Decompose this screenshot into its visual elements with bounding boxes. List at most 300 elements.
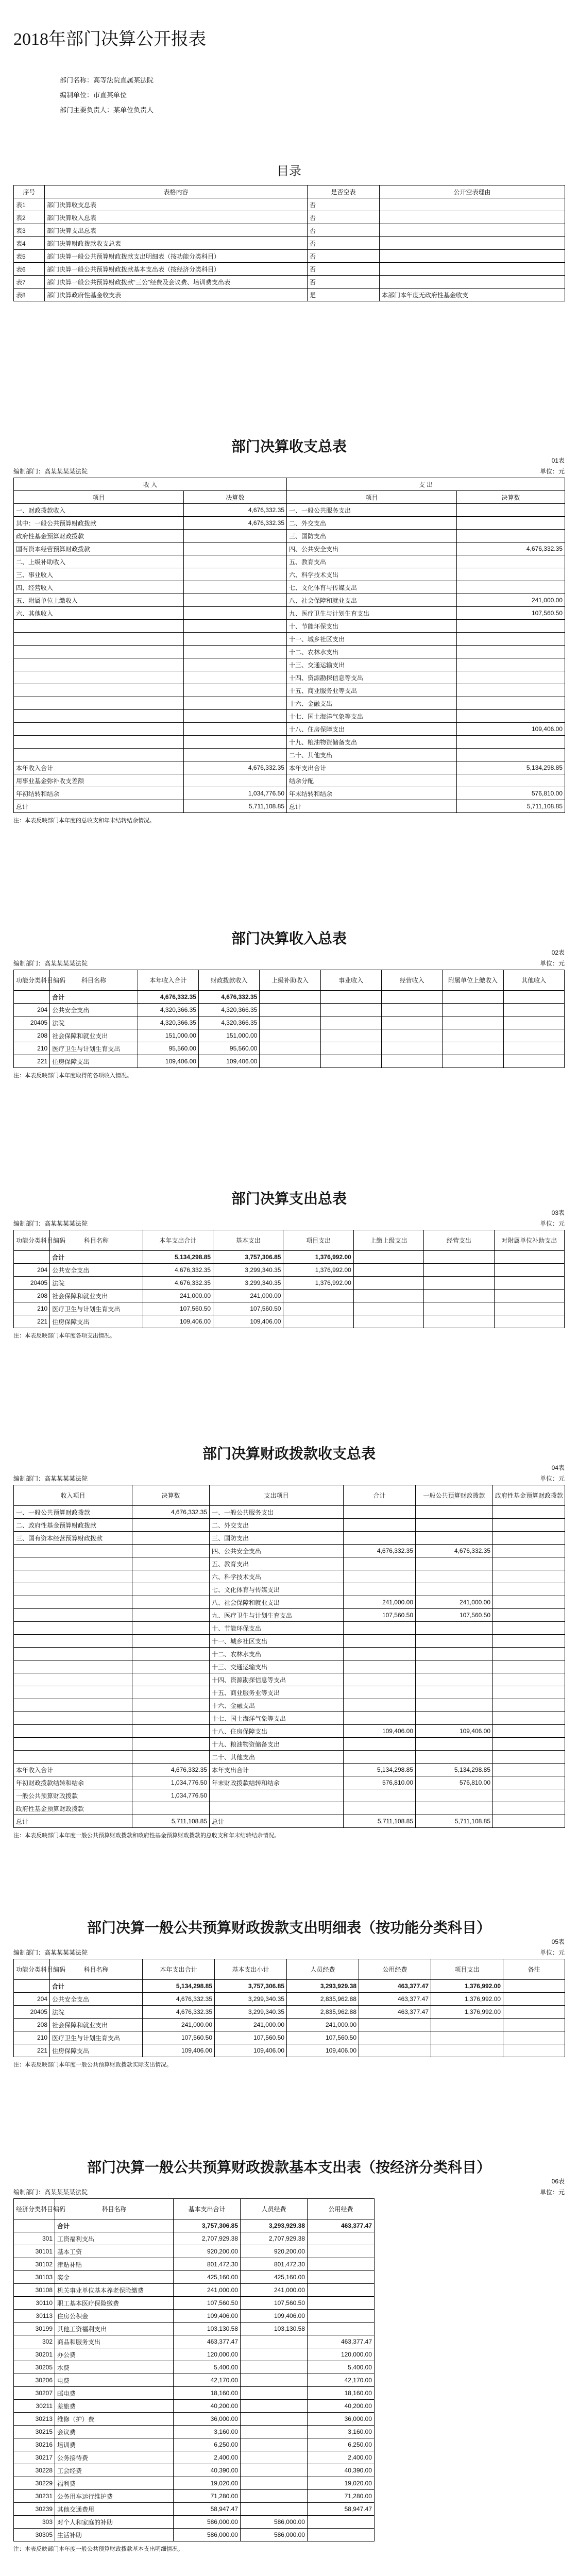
table-cell: 九、医疗卫生与计划生育支出 xyxy=(287,607,457,620)
table-row xyxy=(14,1264,565,1277)
table-cell: 五、附属单位上缴收入 xyxy=(14,594,184,607)
table-row xyxy=(14,2426,375,2438)
table-cell: 年末财政拨款结转和结余 xyxy=(210,1776,344,1789)
table-cell: 221 xyxy=(14,1315,50,1328)
table-cell xyxy=(344,1751,416,1764)
table-cell: 水费 xyxy=(55,2361,174,2374)
table-cell: 40,390.00 xyxy=(174,2464,241,2477)
toc-header-cell: 是否空表 xyxy=(308,185,380,198)
table-cell xyxy=(344,1789,416,1802)
table-cell: 20405 xyxy=(14,2006,50,2019)
table-cell: 109,406.00 xyxy=(143,2044,215,2057)
table-cell: 30231 xyxy=(14,2490,55,2503)
table-cell: 109,406.00 xyxy=(344,1725,416,1738)
table-cell: 十六、金融支出 xyxy=(287,697,457,710)
table-cell xyxy=(132,1519,210,1532)
table-cell: 586,000.00 xyxy=(174,2516,241,2529)
table-row xyxy=(14,543,565,555)
table-cell xyxy=(494,1290,564,1302)
table-row xyxy=(14,1993,565,2006)
table-cell: 十四、资源勘探信息等支出 xyxy=(287,671,457,684)
table-cell: 5,711,108.85 xyxy=(416,1815,493,1828)
table-cell xyxy=(14,633,184,646)
table-cell: 303 xyxy=(14,2516,55,2529)
table-cell xyxy=(416,1789,493,1802)
table-cell: 4,676,332.35 xyxy=(184,504,287,517)
table-cell xyxy=(457,710,565,723)
t2-header-cell: 本年收入合计 xyxy=(138,970,198,991)
table-cell: 十六、金融支出 xyxy=(210,1699,344,1712)
table-cell: 241,000.00 xyxy=(344,1596,416,1609)
table-cell: 表4 xyxy=(14,237,45,250)
table-cell: 医疗卫生与计划生育支出 xyxy=(50,1302,143,1315)
table-cell: 六、其他收入 xyxy=(14,607,184,620)
table-row xyxy=(14,555,565,568)
table-cell xyxy=(493,1802,565,1815)
table-cell xyxy=(359,2019,431,2031)
table-row xyxy=(14,1776,565,1789)
table-cell xyxy=(184,658,287,671)
table-cell: 3,299,340.35 xyxy=(213,1264,283,1277)
table3-section xyxy=(13,1188,565,1340)
table-cell: 109,406.00 xyxy=(241,2310,308,2323)
table-cell: 九、医疗卫生与计划生育支出 xyxy=(210,1609,344,1622)
table-row xyxy=(14,1029,565,1042)
t5-header-cell: 本年支出合计 xyxy=(143,1959,215,1980)
table-cell: 241,000.00 xyxy=(174,2284,241,2297)
table-cell xyxy=(503,2031,565,2044)
table-cell xyxy=(184,555,287,568)
t5-header-cell: 科目名称 xyxy=(50,1959,143,1980)
t5-header-cell: 功能分类科目编码 xyxy=(14,1959,50,1980)
table-cell: 36,000.00 xyxy=(308,2413,375,2426)
table-cell: 社会保障和就业支出 xyxy=(50,2019,143,2031)
table-cell: 其中：一般公共预算财政拨款 xyxy=(14,517,184,530)
table-cell: 部门决算一般公共预算财政拨款“三公”经费及会议费、培训费支出表 xyxy=(45,276,308,289)
table-row xyxy=(14,2271,375,2284)
table1-head-item-a: 项目 xyxy=(14,491,184,504)
table-cell: 法院 xyxy=(50,1016,138,1029)
table-row xyxy=(14,1016,565,1029)
table-cell: 部门决算收支总表 xyxy=(45,198,308,211)
table-cell xyxy=(493,1506,565,1519)
table-row xyxy=(14,2310,375,2323)
table-cell xyxy=(493,1764,565,1776)
table-row xyxy=(14,1532,565,1545)
table-row xyxy=(14,263,565,276)
table-cell: 151,000.00 xyxy=(198,1029,259,1042)
table-cell: 576,810.00 xyxy=(344,1776,416,1789)
table-cell: 5,711,108.85 xyxy=(184,800,287,813)
table-cell: 5,400.00 xyxy=(308,2361,375,2374)
table-cell: 年初财政拨款结转和结余 xyxy=(14,1776,132,1789)
table-cell xyxy=(210,1802,344,1815)
t6-header-cell: 基本支出合计 xyxy=(174,2199,241,2219)
table-cell xyxy=(503,1980,565,1993)
t3-header-cell: 本年支出合计 xyxy=(143,1230,213,1251)
table-cell: 公共安全支出 xyxy=(50,1264,143,1277)
table-cell xyxy=(132,1802,210,1815)
table-cell: 政府性基金预算财政拨款 xyxy=(14,530,184,543)
table-cell xyxy=(344,1738,416,1751)
table-cell: 1,376,992.00 xyxy=(283,1277,353,1290)
table-cell: 一、一般公共预算财政拨款 xyxy=(14,1506,132,1519)
table-cell xyxy=(493,1648,565,1660)
table-cell: 576,810.00 xyxy=(416,1776,493,1789)
table-cell xyxy=(381,1004,442,1016)
table-cell: 3,299,340.35 xyxy=(213,1277,283,1290)
table-cell: 18,160.00 xyxy=(174,2387,241,2400)
table-cell xyxy=(416,1622,493,1635)
table-cell xyxy=(308,2516,375,2529)
table-cell xyxy=(344,1506,416,1519)
table-row xyxy=(14,607,565,620)
table-cell: 3,299,340.35 xyxy=(215,1993,287,2006)
table-cell xyxy=(14,749,184,761)
table-cell xyxy=(424,1315,494,1328)
table-cell xyxy=(416,1660,493,1673)
table-cell xyxy=(260,1055,320,1068)
table3-code: 03表 xyxy=(551,1209,565,1216)
table-cell xyxy=(14,1635,132,1648)
table-row xyxy=(14,1583,565,1596)
t4-header-cell: 收入项目 xyxy=(14,1485,132,1506)
table-cell xyxy=(424,1290,494,1302)
table-cell: 差旅费 xyxy=(55,2400,174,2413)
table-cell: 住房保障支出 xyxy=(50,1315,143,1328)
table-cell: 商品和服务支出 xyxy=(55,2335,174,2348)
table-row xyxy=(14,736,565,749)
table-cell xyxy=(132,1557,210,1570)
t4-header-cell: 政府性基金预算财政拨款 xyxy=(493,1485,565,1506)
table-cell: 109,406.00 xyxy=(457,723,565,736)
t6-header-cell: 经济分类科目编码 xyxy=(14,2199,55,2219)
table-cell xyxy=(493,1673,565,1686)
table-row xyxy=(14,211,565,224)
table-cell xyxy=(493,1712,565,1725)
table-cell xyxy=(493,1570,565,1583)
table-cell: 107,560.50 xyxy=(143,2031,215,2044)
table-cell: 19,020.00 xyxy=(308,2477,375,2490)
table-cell: 95,560.00 xyxy=(198,1042,259,1055)
table-cell: 4,676,332.35 xyxy=(184,761,287,774)
table6-section xyxy=(13,2156,565,2553)
table-cell xyxy=(184,684,287,697)
table-cell xyxy=(132,1583,210,1596)
table-cell xyxy=(494,1315,564,1328)
table-cell xyxy=(493,1596,565,1609)
table-cell xyxy=(344,1570,416,1583)
t5-header-cell: 备注 xyxy=(503,1959,565,1980)
table-cell: 151,000.00 xyxy=(138,1029,198,1042)
table-cell: 208 xyxy=(14,1029,50,1042)
table-cell: 办公费 xyxy=(55,2348,174,2361)
table-cell: 4,676,332.35 xyxy=(143,2006,215,2019)
table-row xyxy=(14,761,565,774)
table5-code: 05表 xyxy=(551,1938,565,1945)
table-cell: 四、公共安全支出 xyxy=(210,1545,344,1557)
table-cell: 总计 xyxy=(14,800,184,813)
table-row xyxy=(14,1290,565,1302)
t5-header-cell: 项目支出 xyxy=(431,1959,503,1980)
table1-head-amount-b: 决算数 xyxy=(457,491,565,504)
table-cell xyxy=(308,2284,375,2297)
table-cell: 30216 xyxy=(14,2438,55,2451)
table-cell: 107,560.50 xyxy=(457,607,565,620)
table-cell xyxy=(344,1622,416,1635)
table-cell xyxy=(344,1648,416,1660)
t6-header-cell: 人员经费 xyxy=(241,2199,308,2219)
table-row xyxy=(14,2529,375,2541)
table-cell xyxy=(493,1545,565,1557)
table-cell xyxy=(241,2477,308,2490)
table-cell: 否 xyxy=(308,263,380,276)
table-cell xyxy=(283,1302,353,1315)
table-row xyxy=(14,2245,375,2258)
t5-header-cell: 基本支出小计 xyxy=(215,1959,287,1980)
t3-header-cell: 功能分类科目编码 xyxy=(14,1230,50,1251)
table-cell: 十八、住房保障支出 xyxy=(210,1725,344,1738)
table5-section xyxy=(13,1917,565,2069)
table-cell: 576,810.00 xyxy=(457,787,565,800)
table5-org: 编制部门：高某某某某法院 xyxy=(13,1949,88,1956)
table-cell xyxy=(416,1802,493,1815)
table-cell: 总计 xyxy=(287,800,457,813)
table-cell xyxy=(416,1583,493,1596)
table-cell xyxy=(260,1042,320,1055)
table-cell: 4,676,332.35 xyxy=(132,1764,210,1776)
table-cell xyxy=(241,2361,308,2374)
table-cell: 部门决算一般公共预算财政拨款支出明细表（按功能分类科目） xyxy=(45,250,308,263)
table-cell xyxy=(241,2400,308,2413)
table-cell: 4,676,332.35 xyxy=(416,1545,493,1557)
table-cell: 福利费 xyxy=(55,2477,174,2490)
table-cell xyxy=(14,1738,132,1751)
table4-unit: 单位：元 xyxy=(539,1475,565,1482)
table-row xyxy=(14,2477,375,2490)
table-cell xyxy=(344,1532,416,1545)
table1-org: 编制部门：高某某某某法院 xyxy=(13,468,88,475)
table-cell xyxy=(457,504,565,517)
t4-header-cell: 支出项目 xyxy=(210,1485,344,1506)
table-cell xyxy=(380,224,565,237)
table-cell: 十九、粮油物资储备支出 xyxy=(287,736,457,749)
table-cell: 920,200.00 xyxy=(241,2245,308,2258)
table-cell xyxy=(457,774,565,787)
table-row xyxy=(14,684,565,697)
table-cell xyxy=(416,1673,493,1686)
table-cell xyxy=(431,2019,503,2031)
table-cell: 4,676,332.35 xyxy=(143,1264,213,1277)
t2-header-cell: 科目名称 xyxy=(50,970,138,991)
table-cell: 204 xyxy=(14,1264,50,1277)
table-cell: 2,707,929.38 xyxy=(241,2232,308,2245)
table-cell: 住房保障支出 xyxy=(50,1055,138,1068)
table-cell xyxy=(344,1699,416,1712)
table-cell xyxy=(503,991,564,1004)
table1-head-amount-a: 决算数 xyxy=(184,491,287,504)
table-cell: 3,293,929.38 xyxy=(241,2219,308,2232)
table-cell: 241,000.00 xyxy=(143,1290,213,1302)
table-row xyxy=(14,1506,565,1519)
table-row xyxy=(14,581,565,594)
table-cell xyxy=(241,2374,308,2387)
table-cell xyxy=(14,1660,132,1673)
table-cell xyxy=(457,671,565,684)
table-cell xyxy=(320,1004,381,1016)
table-row xyxy=(14,504,565,517)
table-cell: 二、政府性基金预算财政拨款 xyxy=(14,1519,132,1532)
table-cell xyxy=(381,1042,442,1055)
table-row xyxy=(14,1725,565,1738)
table-cell xyxy=(493,1622,565,1635)
table-cell xyxy=(14,1583,132,1596)
toc-header-cell: 序号 xyxy=(14,185,45,198)
table-cell: 40,200.00 xyxy=(308,2400,375,2413)
table-cell: 109,406.00 xyxy=(174,2310,241,2323)
table-cell xyxy=(132,1545,210,1557)
table-cell xyxy=(14,1545,132,1557)
table-cell xyxy=(308,2258,375,2271)
table-cell: 5,134,298.85 xyxy=(457,761,565,774)
table1-section xyxy=(13,435,565,824)
table-cell xyxy=(493,1635,565,1648)
table5-unit: 单位：元 xyxy=(539,1949,565,1956)
table-row xyxy=(14,1673,565,1686)
table-cell xyxy=(308,2323,375,2335)
cover-line-org: 部门名称：高等法院直属某法院 xyxy=(60,76,154,84)
table-cell xyxy=(308,2297,375,2310)
table-cell: 住房保障支出 xyxy=(50,2044,143,2057)
table-cell: 四、公共安全支出 xyxy=(287,543,457,555)
table-cell: 三、国防支出 xyxy=(210,1532,344,1545)
table-cell: 三、国有资本经营预算财政拨款 xyxy=(14,1532,132,1545)
table-cell: 否 xyxy=(308,250,380,263)
table-cell: 4,320,366.35 xyxy=(138,1004,198,1016)
table-cell xyxy=(14,1570,132,1583)
table-row xyxy=(14,2451,375,2464)
table-cell: 一般公共预算财政拨款 xyxy=(14,1789,132,1802)
table-cell xyxy=(494,1302,564,1315)
table-row xyxy=(14,1789,565,1802)
table-row xyxy=(14,198,565,211)
table-cell: 本年支出合计 xyxy=(210,1764,344,1776)
table-cell xyxy=(380,198,565,211)
table-cell xyxy=(457,581,565,594)
t2-header-cell: 财政拨款收入 xyxy=(198,970,259,991)
table-row xyxy=(14,774,565,787)
table-cell xyxy=(493,1738,565,1751)
table-cell xyxy=(184,633,287,646)
table-cell: 十二、农林水支出 xyxy=(287,646,457,658)
table-cell xyxy=(132,1635,210,1648)
table-cell: 920,200.00 xyxy=(174,2245,241,2258)
table-cell xyxy=(503,1993,565,2006)
table-cell xyxy=(431,2031,503,2044)
table-cell: 1,376,992.00 xyxy=(431,1993,503,2006)
table-row xyxy=(14,1545,565,1557)
table-row xyxy=(14,723,565,736)
table-cell: 3,293,929.38 xyxy=(287,1980,359,1993)
table-cell: 208 xyxy=(14,2019,50,2031)
table-row xyxy=(14,224,565,237)
table3 xyxy=(13,1230,565,1328)
t3-header-cell: 科目名称 xyxy=(50,1230,143,1251)
table-cell: 5,134,298.85 xyxy=(416,1764,493,1776)
table-cell: 107,560.50 xyxy=(287,2031,359,2044)
table-cell: 30229 xyxy=(14,2477,55,2490)
table-cell xyxy=(503,1016,564,1029)
table-cell xyxy=(381,991,442,1004)
table5-note: 注：本表反映部门本年度一般公共预算财政拨款实际支出情况。 xyxy=(13,2062,172,2068)
table-cell: 210 xyxy=(14,2031,50,2044)
table-row xyxy=(14,1648,565,1660)
table-cell: 3,757,306.85 xyxy=(174,2219,241,2232)
table4-code: 04表 xyxy=(551,1464,565,1471)
table-cell xyxy=(14,1980,50,1993)
table-cell xyxy=(344,1583,416,1596)
table-cell: 维修（护）费 xyxy=(55,2413,174,2426)
table-cell: 表3 xyxy=(14,224,45,237)
table2-org: 编制部门：高某某某某法院 xyxy=(13,960,88,967)
table-cell: 合计 xyxy=(50,991,138,1004)
table-cell: 十四、资源勘探信息等支出 xyxy=(210,1673,344,1686)
table-cell: 30110 xyxy=(14,2297,55,2310)
table-row xyxy=(14,1609,565,1622)
table-row xyxy=(14,568,565,581)
table-cell: 部门决算一般公共预算财政拨款基本支出表（按经济分类科目） xyxy=(45,263,308,276)
table-cell: 十三、交通运输支出 xyxy=(210,1660,344,1673)
table-cell: 否 xyxy=(308,224,380,237)
table1-code: 01表 xyxy=(551,457,565,464)
table4-note: 注：本表反映部门本年度一般公共预算财政拨款和政府性基金预算财政拨款的总收支和年末结转结余情况。 xyxy=(13,1833,280,1839)
table-row xyxy=(14,1596,565,1609)
table2-title: 部门决算收入总表 xyxy=(231,931,347,947)
table-cell: 表2 xyxy=(14,211,45,224)
table-row xyxy=(14,1686,565,1699)
table-cell: 2,400.00 xyxy=(174,2451,241,2464)
table-row xyxy=(14,2323,375,2335)
table-cell xyxy=(380,211,565,224)
table-cell: 107,560.50 xyxy=(143,1302,213,1315)
table-cell xyxy=(457,620,565,633)
table-cell: 其他工资福利支出 xyxy=(55,2323,174,2335)
table-row xyxy=(14,697,565,710)
table-cell: 30228 xyxy=(14,2464,55,2477)
table-cell xyxy=(380,237,565,250)
table-cell: 107,560.50 xyxy=(213,1302,283,1315)
table-cell xyxy=(494,1264,564,1277)
table-row xyxy=(14,2413,375,2426)
table2-unit: 单位：元 xyxy=(539,960,565,967)
table-cell: 58,947.47 xyxy=(308,2503,375,2516)
table-cell xyxy=(380,263,565,276)
table-row xyxy=(14,289,565,301)
table3-note: 注：本表反映部门本年度各项支出情况。 xyxy=(13,1333,115,1339)
table-cell: 公共安全支出 xyxy=(50,1004,138,1016)
table-cell: 培训费 xyxy=(55,2438,174,2451)
table-cell xyxy=(424,1302,494,1315)
table-cell xyxy=(344,1557,416,1570)
table-row xyxy=(14,1302,565,1315)
table-cell: 30108 xyxy=(14,2284,55,2297)
table-cell: 42,170.00 xyxy=(308,2374,375,2387)
table-cell xyxy=(14,1699,132,1712)
table-cell xyxy=(443,991,503,1004)
table-cell: 三、事业收入 xyxy=(14,568,184,581)
table-cell: 总计 xyxy=(14,1815,132,1828)
table-cell xyxy=(260,991,320,1004)
